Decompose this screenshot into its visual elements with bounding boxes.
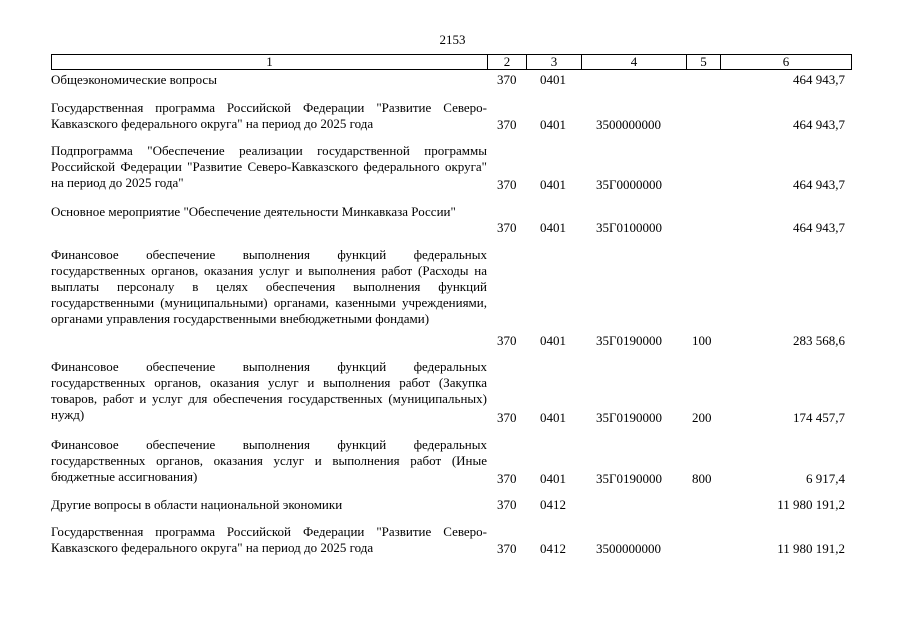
row-code-4: 35Г0000000	[596, 177, 663, 192]
row-amount: 174 457,7	[793, 410, 845, 425]
row-code-4: 3500000000	[596, 117, 661, 132]
column-header-2: 2	[487, 54, 527, 70]
row-amount: 283 568,6	[793, 333, 845, 348]
row-code-2: 370	[497, 471, 517, 486]
row-description: Другие вопросы в области национальной экономики	[51, 497, 343, 512]
row-code-3: 0401	[540, 471, 566, 486]
row-description: Общеэкономические вопросы	[51, 72, 217, 87]
row-code-2: 370	[497, 117, 517, 132]
row-code-2: 370	[497, 410, 517, 425]
row-code-4: 35Г0190000	[596, 333, 663, 348]
row-code-3: 0401	[540, 333, 566, 348]
row-code-2: 370	[497, 497, 517, 512]
row-code-2: 370	[497, 541, 517, 556]
column-header-4: 4	[581, 54, 687, 70]
row-code-5: 800	[692, 471, 712, 486]
row-code-4: 3500000000	[596, 541, 661, 556]
row-amount: 464 943,7	[793, 177, 845, 192]
page-number: 2153	[439, 32, 466, 47]
row-code-4: 35Г0100000	[596, 220, 663, 235]
row-amount: 464 943,7	[793, 117, 845, 132]
row-code-3: 0401	[540, 117, 566, 132]
row-description: Основное мероприятие "Обеспечение деятельности Минкавказа России"	[51, 204, 456, 219]
column-header-3: 3	[526, 54, 582, 70]
row-code-5: 200	[692, 410, 712, 425]
row-description: Государственная программа Российской Федерации "Развитие Северо-Кавказского федерального округа" на период до 2025 года	[51, 524, 487, 555]
row-description: Финансовое обеспечение выполнения функций федеральных государственных органов, оказания услуг и выполнения работ (Расходы на выплаты персоналу в целях обеспечения выполнения функций государственными (муниципальными) органами, казенными учреждениями, органами управления государственными внебюджетными фондами)	[51, 247, 487, 326]
row-amount: 464 943,7	[793, 220, 845, 235]
column-header-6: 6	[720, 54, 852, 70]
row-code-3: 0401	[540, 410, 566, 425]
column-header-1: 1	[51, 54, 488, 70]
row-code-4: 35Г0190000	[596, 471, 663, 486]
row-code-3: 0401	[540, 177, 566, 192]
row-code-3: 0412	[540, 541, 566, 556]
row-description: Финансовое обеспечение выполнения функций федеральных государственных органов, оказания услуг и выполнения работ (Иные бюджетные ассигнования)	[51, 437, 487, 484]
row-amount: 11 980 191,2	[777, 497, 845, 512]
row-code-4: 35Г0190000	[596, 410, 663, 425]
row-code-3: 0412	[540, 497, 566, 512]
row-code-2: 370	[497, 72, 517, 87]
row-code-2: 370	[497, 220, 517, 235]
column-header-5: 5	[686, 54, 721, 70]
row-description: Финансовое обеспечение выполнения функций федеральных государственных органов, оказания услуг и выполнения работ (Закупка товаров, работ и услуг для обеспечения государственных (муниципальных) нужд)	[51, 359, 487, 422]
row-amount: 6 917,4	[806, 471, 845, 486]
row-description: Подпрограмма "Обеспечение реализации государственной программы Российской Федерации "Развитие Северо-Кавказского федерального округа" на период до 2025 года"	[51, 143, 487, 190]
row-amount: 11 980 191,2	[777, 541, 845, 556]
row-code-2: 370	[497, 333, 517, 348]
row-code-5: 100	[692, 333, 712, 348]
row-amount: 464 943,7	[793, 72, 845, 87]
row-code-3: 0401	[540, 220, 566, 235]
row-code-3: 0401	[540, 72, 566, 87]
row-code-2: 370	[497, 177, 517, 192]
row-description: Государственная программа Российской Федерации "Развитие Северо-Кавказского федерального округа" на период до 2025 года	[51, 100, 487, 131]
